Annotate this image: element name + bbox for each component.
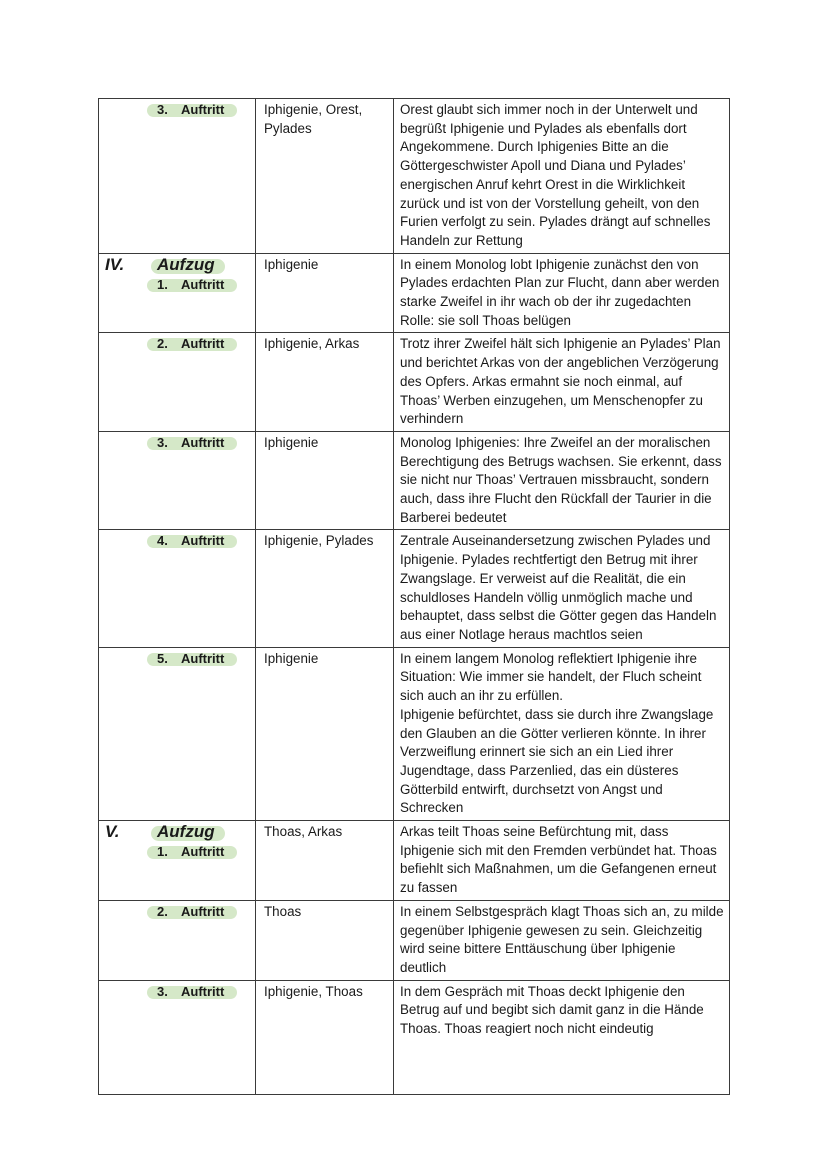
scene-number: 2.	[157, 336, 168, 352]
persons-cell: Iphigenie, Thoas	[256, 980, 394, 1094]
scene-cell	[99, 99, 256, 254]
table-row	[99, 99, 730, 254]
persons-cell: Iphigenie	[256, 647, 394, 820]
table-row	[99, 900, 730, 980]
summary-cell: Arkas teilt Thoas seine Befürchtung mit, dass Iphigenie sich mit den Fremden verbündet hat. Thoas befiehlt sich Maßnahmen, um die Gefangenen erneut zu fassen	[394, 821, 730, 901]
table-row	[99, 253, 730, 333]
act-label: Aufzug	[157, 254, 215, 274]
scene-cell	[99, 530, 256, 647]
scene-heading	[99, 434, 255, 452]
scene-number: 3.	[157, 434, 168, 450]
scene-number: 1.	[157, 276, 168, 292]
scene-number: 2.	[157, 903, 168, 919]
table-row	[99, 431, 730, 530]
summary-cell: In einem Monolog lobt Iphigenie zunächst den von Pylades erdachten Plan zur Flucht, dann aber werden starke Zweifel in ihr wach ob der ihr zugedachten Rolle: sie soll Thoas belügen	[394, 253, 730, 333]
summary-cell: Orest glaubt sich immer noch in der Unterwelt und begrüßt Iphigenie und Pylades als ebenfalls dort Angekommene. Durch Iphigenies Bitte an die Göttergeschwister Apoll und Diana und Pylades’ energischen Anruf kehrt Orest in die Wirklichkeit zurück und ist von der Vorstellung geheilt, von den Furien verfolgt zu sein. Pylades drängt auf schnelles Handeln zur Rettung	[394, 99, 730, 254]
summary-cell: In dem Gespräch mit Thoas deckt Iphigenie den Betrug auf und begibt sich damit ganz in die Hände Thoas. Thoas reagiert noch nicht eindeutig	[394, 980, 730, 1094]
act-number: IV.	[105, 254, 125, 274]
persons-cell: Iphigenie, Orest, Pylades	[256, 99, 394, 254]
summary-cell: Zentrale Auseinandersetzung zwischen Pylades und Iphigenie. Pylades rechtfertigt den Betrug mit ihrer Zwangslage. Er verweist auf die Realität, die ein schuldloses Handeln völlig unmöglich mache und behauptet, dass selbst die Götter gegen das Handeln aus einer Notlage heraus machtlos seien	[394, 530, 730, 647]
scene-number: 3.	[157, 983, 168, 999]
scene-label: Auftritt	[181, 336, 225, 352]
table-row	[99, 821, 730, 901]
act-label: Aufzug	[157, 822, 215, 842]
scene-number: 5.	[157, 650, 168, 666]
scene-label: Auftritt	[181, 533, 225, 549]
summary-cell: Monolog Iphigenies: Ihre Zweifel an der moralischen Berechtigung des Betrugs wachsen. Sie erkennt, dass sie nicht nur Thoas’ Vertrauen missbraucht, sondern auch, dass ihre Flucht den Rückfall der Taurier in die Barberei bedeutet	[394, 431, 730, 530]
table-row	[99, 980, 730, 1094]
persons-cell: Thoas	[256, 900, 394, 980]
summary-paragraph: In einem langem Monolog reflektiert Iphigenie ihre Situation: Wie immer sie handelt, der Fluch scheint sich auch an ihr zu erfüllen.	[400, 650, 702, 704]
scene-cell	[99, 647, 256, 820]
scene-heading	[99, 101, 255, 119]
scene-label: Auftritt	[181, 983, 225, 999]
summary-cell: In einem Selbstgespräch klagt Thoas sich an, zu milde gegenüber Iphigenie gewesen zu sein. Gleichzeitig wird seine bittere Enttäuschung über Iphigenie deutlich	[394, 900, 730, 980]
scene-heading	[99, 532, 255, 550]
persons-cell: Thoas, Arkas	[256, 821, 394, 901]
scene-heading	[99, 903, 255, 921]
summary-paragraph: Iphigenie befürchtet, dass sie durch ihre Zwangslage den Glauben an die Götter verlieren könnte. In ihrer Verzweiflung erinnert sie sich an ein Lied ihrer Jugendtage, dass Parzenlied, das ein düsteres Götterbild entwirft, durchsetzt von Angst und Schrecken	[400, 706, 714, 816]
table-row	[99, 647, 730, 820]
scene-heading	[99, 650, 255, 668]
scene-cell	[99, 900, 256, 980]
scene-number: 1.	[157, 844, 168, 860]
scene-label: Auftritt	[181, 844, 225, 860]
scene-label: Auftritt	[181, 434, 225, 450]
scene-table	[98, 98, 730, 1095]
scene-heading	[99, 335, 255, 353]
persons-cell: Iphigenie, Arkas	[256, 333, 394, 432]
scene-label: Auftritt	[181, 903, 225, 919]
act-heading	[99, 254, 255, 276]
scene-label: Auftritt	[181, 276, 225, 292]
table-row	[99, 333, 730, 432]
persons-cell: Iphigenie	[256, 431, 394, 530]
act-heading	[99, 821, 255, 843]
scene-cell	[99, 431, 256, 530]
summary-cell	[394, 647, 730, 820]
summary-cell: Trotz ihrer Zweifel hält sich Iphigenie an Pylades’ Plan und berichtet Arkas von der angeblichen Verzögerung des Opfers. Arkas ermahnt sie noch einmal, auf Thoas’ Werben einzugehen, um Menschenopfer zu verhindern	[394, 333, 730, 432]
scene-heading	[99, 843, 255, 861]
scene-cell	[99, 333, 256, 432]
persons-cell: Iphigenie	[256, 253, 394, 333]
scene-heading	[99, 276, 255, 294]
scene-number: 4.	[157, 533, 168, 549]
scene-number: 3.	[157, 102, 168, 117]
scene-cell	[99, 821, 256, 901]
act-number: V.	[105, 822, 120, 842]
scene-label: Auftritt	[181, 102, 225, 117]
scene-cell	[99, 253, 256, 333]
table-row	[99, 530, 730, 647]
scene-heading	[99, 983, 255, 1001]
scene-cell	[99, 980, 256, 1094]
persons-cell: Iphigenie, Pylades	[256, 530, 394, 647]
scene-label: Auftritt	[181, 650, 225, 666]
